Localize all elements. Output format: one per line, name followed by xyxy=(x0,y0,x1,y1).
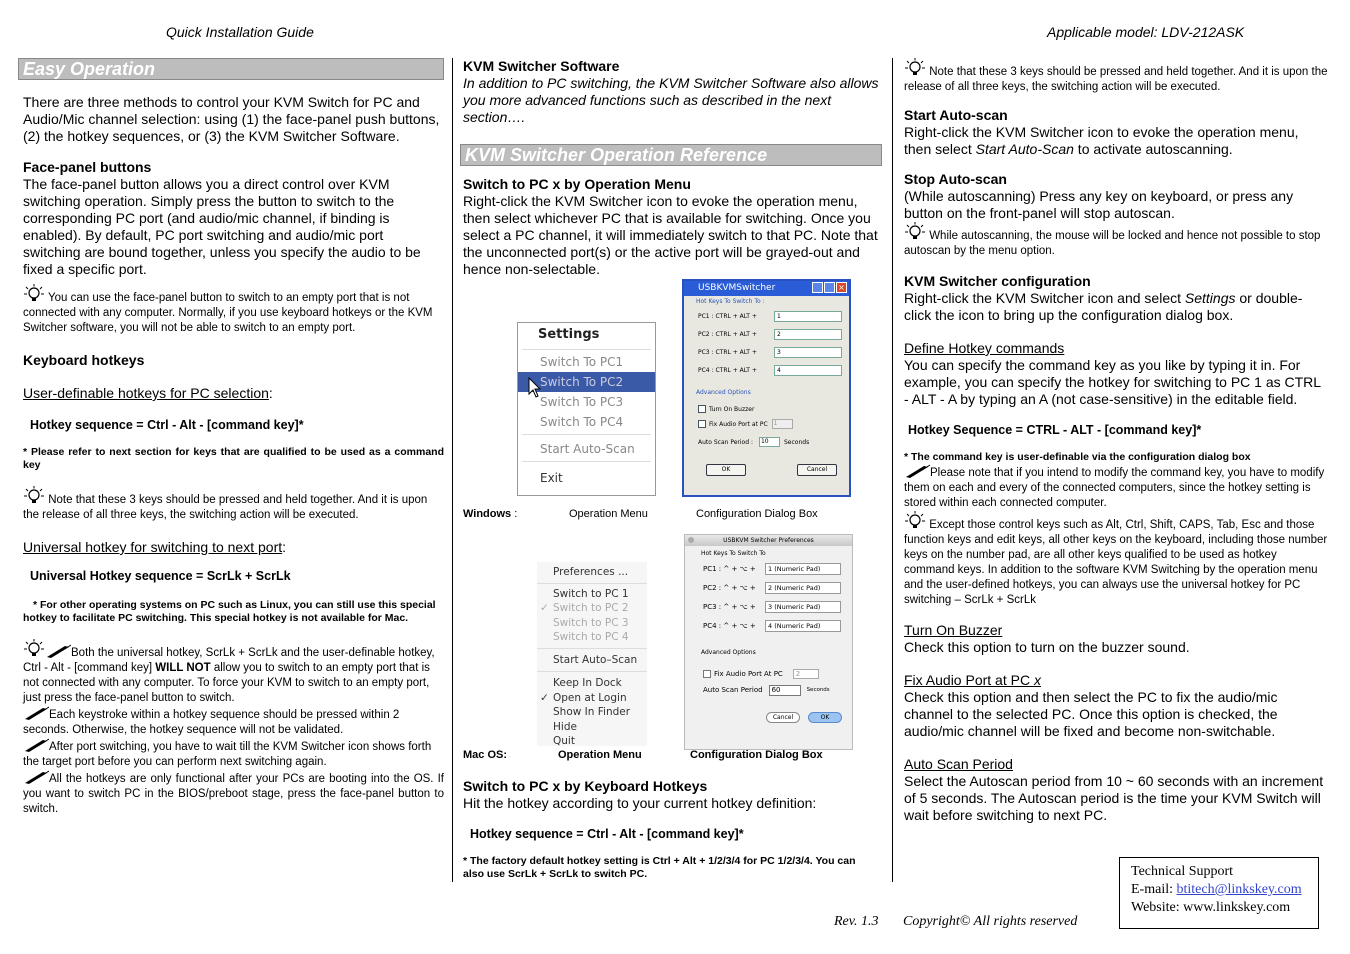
lightbulb-icon xyxy=(904,58,926,78)
mac-menu-hide[interactable]: Hide xyxy=(553,720,577,733)
scan-period-label: Auto Scan Period : xyxy=(698,438,753,446)
mac-hotkey-input-pc4[interactable]: 4 (Numeric Pad) xyxy=(765,620,841,632)
universal-hotkey-link-text: Universal hotkey for switching to next port xyxy=(23,539,283,555)
stop-autoscan-tip xyxy=(904,222,1328,259)
start-autoscan-text: Right-click the KVM Switcher icon to evoke the operation menu, then select xyxy=(904,124,1299,157)
mac-menu-switch-pc1[interactable]: Switch to PC 1 xyxy=(553,587,629,600)
colon: : xyxy=(268,385,273,401)
hotkeys-group-label: Hot Keys To Switch To : xyxy=(696,298,765,305)
hotkey-sequence: Hotkey sequence = Ctrl - Alt - [command key]* xyxy=(30,418,304,432)
hotkey-input-pc1[interactable]: 1 xyxy=(774,311,842,322)
hotkey-row-label: PC3 : CTRL + ALT + xyxy=(698,348,757,356)
note-empty-port xyxy=(23,639,444,706)
face-panel-tip-text: You can use the face-panel button to switch to an empty port that is not connected with any computer. Normally, if you use keyboard hotkeys or the KVM Switcher software, you will not be able to switch to an empty port. xyxy=(23,292,433,334)
mac-scan-period-label: Auto Scan Period xyxy=(703,686,763,694)
mac-hotkey-label: PC4 : ^ + ⌥ + xyxy=(703,621,756,630)
fix-audio-row xyxy=(684,416,849,432)
hotkey-row-pc4 xyxy=(684,361,849,379)
pencil-icon xyxy=(23,770,49,784)
column-2 xyxy=(463,58,885,278)
mouse-cursor-icon xyxy=(528,377,542,399)
mac-ok-button[interactable]: OK xyxy=(808,712,842,723)
note-wait-icon xyxy=(23,738,444,770)
hotkey-footnote: * Please refer to next section for keys that are qualified to be used as a command key xyxy=(23,446,444,471)
fix-audio-select[interactable]: 1 xyxy=(772,419,793,429)
operation-menu-heading: Switch to PC x by Operation Menu xyxy=(463,176,691,192)
stop-autoscan-tip-text: While autoscanning, the mouse will be locked and hence not possible to stop autoscan by the menu option. xyxy=(904,230,1321,257)
fix-audio-label: Fix Audio Port at PC xyxy=(709,420,768,428)
windows-caption-menu: Operation Menu xyxy=(569,508,648,520)
three-keys-tip xyxy=(904,58,1328,95)
mac-hotkey-input-pc1[interactable]: 1 (Numeric Pad) xyxy=(765,563,841,575)
menu-item-switch-pc4[interactable]: Switch To PC4 xyxy=(540,415,624,429)
mac-menu-switch-pc2-label: Switch to PC 2 xyxy=(553,602,629,614)
note-empty-port-text-2: allow you to switch to an empty port that is not connected with any computer. To force your KVM to switch to an empty port, just press the face-panel button to switch. xyxy=(23,662,430,704)
close-icon[interactable]: × xyxy=(836,282,847,293)
define-hotkey-paragraph: You can specify the command key as you like by typing it in. For example, you can specify the hotkey for switching to PC 1 as CTRL - ALT - A by typing an A (not case-sensitive) in the editable field. xyxy=(904,357,1321,407)
switcher-software-heading: KVM Switcher Software xyxy=(463,58,620,74)
hotkey-sequence: Hotkey sequence = Ctrl - Alt - [command key]* xyxy=(470,827,744,841)
mac-menu-quit[interactable]: Quit xyxy=(553,735,575,747)
config-paragraph xyxy=(904,290,1328,324)
technical-support-box xyxy=(1119,857,1319,929)
cancel-button[interactable]: Cancel xyxy=(797,464,837,476)
except-note-text: Except those control keys such as Alt, Ctrl, Shift, CAPS, Tab, Esc and those function keys and edit keys, all other keys on the keyboard, including those number keys on the number pad, are all other keys qualified to be used as hotkey command keys. In addition to the software KVM Switching by the operation menu and the user-defined hotkeys, you can always use the universal hotkey for PC switching – ScrLk + ScrLk xyxy=(904,519,1328,606)
universal-hotkey-label xyxy=(23,539,444,556)
lightbulb-icon xyxy=(23,486,45,506)
modify-note xyxy=(904,464,1328,511)
mac-hotkey-input-pc2[interactable]: 2 (Numeric Pad) xyxy=(765,582,841,594)
fix-audio-checkbox[interactable] xyxy=(698,420,706,428)
hotkey-row-label: PC2 : CTRL + ALT + xyxy=(698,330,757,338)
switcher-software-paragraph: In addition to PC switching, the KVM Switcher Software also allows you more advanced functions such as described in the next section…. xyxy=(463,75,879,125)
mac-menu-start-autoscan[interactable]: Start Auto–Scan xyxy=(553,653,638,666)
dialog-title: USBKVMSwitcher xyxy=(698,283,776,293)
mac-scan-period-select[interactable]: 60 xyxy=(769,685,801,696)
ok-button[interactable]: OK xyxy=(706,464,746,476)
buzzer-paragraph: Check this option to turn on the buzzer sound. xyxy=(904,639,1190,655)
hotkey-row-label: PC4 : CTRL + ALT + xyxy=(698,366,757,374)
note-bios-text: All the hotkeys are only functional after your PCs are booting into the OS. If you want to switch PC in the BIOS/preboot stage, press the face-panel button to switch. xyxy=(23,773,444,815)
mac-hotkey-row-pc1 xyxy=(685,559,852,578)
modify-note-text: Please note that if you intend to modify the command key, you have to modify them on each and every of the connected computers, since the hotkey setting is stored within each connected computer. xyxy=(904,467,1325,509)
menu-item-switch-pc1[interactable]: Switch To PC1 xyxy=(540,355,624,369)
maximize-icon[interactable] xyxy=(824,282,835,293)
hotkey-row-label: PC1 : CTRL + ALT + xyxy=(698,312,757,320)
menu-item-settings[interactable]: Settings xyxy=(538,327,600,342)
minimize-icon[interactable] xyxy=(812,282,823,293)
start-autoscan-paragraph xyxy=(904,124,1328,158)
auto-scan-label: Auto Scan Period xyxy=(904,756,1013,772)
note-keystroke-timeout xyxy=(23,706,444,738)
mac-hotkey-row-pc2 xyxy=(685,578,852,597)
column-3 xyxy=(904,58,1328,824)
hotkey-row-pc2 xyxy=(684,325,849,343)
column-2-lower xyxy=(463,778,873,881)
mac-menu-open-at-login[interactable] xyxy=(537,691,647,706)
lightbulb-icon xyxy=(904,222,926,242)
mac-menu-switch-pc2[interactable] xyxy=(537,601,647,616)
mac-fix-audio-select[interactable]: 2 xyxy=(793,669,819,679)
colon: : xyxy=(511,508,518,520)
mac-menu-show-in-finder[interactable]: Show In Finder xyxy=(553,706,631,718)
note-empty-port-text: Both the universal hotkey, ScrLk + ScrLk and the user-definable hotkey, Ctrl - Alt - [command key] xyxy=(23,647,435,674)
lightbulb-icon xyxy=(23,284,45,304)
menu-item-exit[interactable]: Exit xyxy=(540,471,563,485)
note-bios xyxy=(23,770,444,817)
mac-scan-period-row xyxy=(685,682,852,698)
mac-caption-menu: Operation Menu xyxy=(558,749,642,761)
three-keys-tip xyxy=(23,486,444,523)
universal-hotkey-sequence: Universal Hotkey sequence = ScrLk + ScrLk xyxy=(30,569,291,583)
hotkey-input-pc3[interactable]: 3 xyxy=(774,347,842,358)
mac-hotkeys-group-label: Hot Keys To Switch To xyxy=(701,550,766,557)
face-panel-heading: Face-panel buttons xyxy=(23,159,152,175)
start-autoscan-text-2: to activate autoscanning. xyxy=(1073,141,1233,157)
stop-autoscan-paragraph: (While autoscanning) Press any key on keyboard, or press any button on the front-panel will stop autoscan. xyxy=(904,188,1294,221)
support-website: Website: www.linkskey.com xyxy=(1131,900,1291,915)
buzzer-row xyxy=(684,402,849,416)
colon: : xyxy=(282,539,287,555)
mac-hotkey-label: PC2 : ^ + ⌥ + xyxy=(703,583,756,592)
mac-caption-os: Mac OS: xyxy=(463,749,508,761)
column-divider xyxy=(892,58,893,882)
mac-dialog-title: USBKVM Switcher Preferences xyxy=(723,537,814,544)
lightbulb-icon xyxy=(904,511,926,531)
mac-menu-switch-pc4[interactable]: Switch to PC 4 xyxy=(553,631,629,643)
config-text: Right-click the KVM Switcher icon and select xyxy=(904,290,1185,306)
config-heading: KVM Switcher configuration xyxy=(904,273,1091,289)
menu-item-switch-pc2[interactable]: Switch To PC2 xyxy=(518,372,655,392)
keyboard-hotkeys-paragraph: Hit the hotkey according to your current hotkey definition: xyxy=(463,795,817,811)
intro-paragraph: There are three methods to control your KVM Switch for PC and Audio/Mic channel selection: using (1) the face-panel push buttons, (2) the hotkey sequences, or (3) the KVM Switcher Software. xyxy=(23,94,440,144)
windows-operation-menu xyxy=(517,322,656,496)
mac-fix-audio-checkbox[interactable] xyxy=(703,670,711,678)
scan-period-row xyxy=(684,432,849,452)
windows-caption xyxy=(463,508,517,520)
mac-title-bar xyxy=(685,535,852,546)
mac-hotkey-label: PC3 : ^ + ⌥ + xyxy=(703,602,756,611)
user-definable-link-text: User-definable hotkeys for PC selection xyxy=(23,385,269,401)
hotkey-input-pc2[interactable]: 2 xyxy=(774,329,842,340)
config-italic: Settings xyxy=(1184,290,1236,306)
copyright: Copyright© All rights reserved xyxy=(903,914,1078,929)
keyboard-hotkeys-heading: Keyboard hotkeys xyxy=(23,352,145,368)
mac-cancel-button[interactable]: Cancel xyxy=(766,712,800,723)
except-note xyxy=(904,511,1328,608)
buzzer-label: Turn On Buzzer xyxy=(904,622,1003,638)
support-email-line xyxy=(1131,881,1318,899)
menu-item-switch-pc3[interactable]: Switch To PC3 xyxy=(540,395,624,409)
keyboard-hotkeys-heading: Switch to PC x by Keyboard Hotkeys xyxy=(463,778,708,794)
fix-audio-label xyxy=(904,672,1328,689)
command-key-note: * The command key is user-definable via the configuration dialog box xyxy=(904,451,1251,463)
fix-audio-paragraph: Check this option and then select the PC to fix the audio/mic channel to the selected PC. Once this option is checked, the audio/mic channel will be fixed and become non-switchable. xyxy=(904,689,1278,739)
fix-audio-label-x: x xyxy=(1033,672,1041,688)
hotkey-row-pc3 xyxy=(684,343,849,361)
email-label: E-mail: xyxy=(1131,882,1177,897)
mac-menu-preferences[interactable]: Preferences ... xyxy=(553,566,629,578)
face-panel-paragraph: The face-panel button allows you a direct control over KVM switching operation. Simply press the button to switch to the corresponding PC port (and audio/mic channel, if binding is enabled). By default, PC port switching and audio/mic port switching are bound together, unless you specify the audio to be fixed a specific port. xyxy=(23,176,421,277)
operation-menu-paragraph: Right-click the KVM Switcher icon to evoke the operation menu, then select whichever PC that is available for switching. Once you select a PC channel, it will immediately switch to that PC. Note that the unconnected port(s) or the active port will be grayed-out and hence non-selectable. xyxy=(463,193,878,277)
mac-dialog-buttons xyxy=(685,698,852,723)
pencil-icon xyxy=(45,644,71,658)
column-1 xyxy=(18,58,444,817)
revision: Rev. 1.3 xyxy=(834,914,879,929)
mac-fix-audio-row xyxy=(685,666,852,682)
section-title-easy-operation: Easy Operation xyxy=(18,58,444,80)
buzzer-label: Turn On Buzzer xyxy=(709,405,755,413)
hotkey-row-pc1 xyxy=(684,307,849,325)
mac-caption-dialog: Configuration Dialog Box xyxy=(690,749,823,761)
buzzer-checkbox[interactable] xyxy=(698,405,706,413)
checkmark-icon: ✓ xyxy=(540,691,549,704)
stop-autoscan-heading: Stop Auto-scan xyxy=(904,171,1007,187)
mac-menu-keep-in-dock[interactable]: Keep In Dock xyxy=(553,677,622,689)
menu-item-start-autoscan[interactable]: Start Auto-Scan xyxy=(540,442,635,456)
section-title-operation-reference: KVM Switcher Operation Reference xyxy=(460,144,882,166)
pencil-icon xyxy=(904,464,930,478)
start-autoscan-italic: Start Auto-Scan xyxy=(975,141,1074,157)
pencil-icon xyxy=(23,738,49,752)
three-keys-tip-text: Note that these 3 keys should be pressed and held together. And it is upon the release of all three keys, the switching action will be executed. xyxy=(904,66,1328,93)
user-definable-label xyxy=(23,385,444,402)
config-text-2: or double-click the icon to bring up the configuration dialog box. xyxy=(904,290,1303,323)
mac-menu-open-at-login-label: Open at Login xyxy=(553,691,627,704)
checkmark-icon: ✓ xyxy=(540,602,549,614)
dialog-buttons xyxy=(684,452,849,476)
define-hotkey-label: Define Hotkey commands xyxy=(904,340,1065,356)
mac-hotkey-label: PC1 : ^ + ⌥ + xyxy=(703,564,756,573)
mac-scan-period-unit: Seconds xyxy=(806,687,830,693)
windows-caption-dialog: Configuration Dialog Box xyxy=(696,508,818,520)
header-left: Quick Installation Guide xyxy=(166,24,314,40)
support-email-link[interactable]: btitech@linkskey.com xyxy=(1176,882,1302,897)
mac-operation-menu xyxy=(537,562,647,746)
windows-config-dialog xyxy=(682,279,851,497)
mac-menu-switch-pc3[interactable]: Switch to PC 3 xyxy=(553,616,629,629)
start-autoscan-heading: Start Auto-scan xyxy=(904,107,1008,123)
mac-config-dialog xyxy=(684,534,853,750)
dialog-title-bar xyxy=(684,281,849,296)
auto-scan-paragraph: Select the Autoscan period from 10 ~ 60 seconds with an increment of 5 seconds. The Autoscan period is the time your KVM Switch will wait before switching to next PC. xyxy=(904,773,1324,823)
universal-hotkey-footnote: * For other operating systems on PC such as Linux, you can still use this special hotkey to facilitate PC switching. This special hotkey is not available for Mac. xyxy=(23,599,436,624)
fix-audio-label-text: Fix Audio Port at PC xyxy=(904,672,1034,688)
face-panel-tip xyxy=(23,284,444,336)
mac-advanced-options-label: Advanced Options xyxy=(701,649,756,656)
note-wait-text: After port switching, you have to wait till the KVM Switcher icon shows forth the target port before you can perform next switching again. xyxy=(23,741,432,768)
mac-hotkey-input-pc3[interactable]: 3 (Numeric Pad) xyxy=(765,601,841,613)
pencil-icon xyxy=(23,706,49,720)
scan-period-select[interactable]: 10 xyxy=(759,437,780,447)
hotkey-sequence: Hotkey Sequence = CTRL - ALT - [command key]* xyxy=(908,423,1202,437)
scan-period-unit: Seconds xyxy=(783,438,810,446)
mac-hotkey-row-pc3 xyxy=(685,597,852,616)
column-divider xyxy=(452,58,453,882)
lightbulb-icon xyxy=(23,639,45,659)
support-title: Technical Support xyxy=(1131,864,1234,879)
note-keystroke-text: Each keystroke within a hotkey sequence should be pressed within 2 seconds. Otherwise, the hotkey sequence will not be validated. xyxy=(23,709,400,736)
mac-hotkey-row-pc4 xyxy=(685,616,852,635)
windows-caption-os: Windows xyxy=(463,508,512,520)
hotkey-input-pc4[interactable]: 4 xyxy=(774,365,842,376)
mac-fix-audio-label: Fix Audio Port At PC xyxy=(714,670,783,678)
three-keys-tip-text: Note that these 3 keys should be pressed and held together. And it is upon the release of all three keys, the switching action will be executed. xyxy=(23,494,428,521)
advanced-options-label: Advanced Options xyxy=(696,389,751,396)
factory-default-note: * The factory default hotkey setting is Ctrl + Alt + 1/2/3/4 for PC 1/2/3/4. You can also use ScrLk + ScrLk to switch PC. xyxy=(463,855,856,880)
header-right: Applicable model: LDV-212ASK xyxy=(1047,24,1245,40)
close-icon[interactable] xyxy=(688,537,694,543)
note-empty-port-bold: WILL NOT xyxy=(155,662,211,674)
